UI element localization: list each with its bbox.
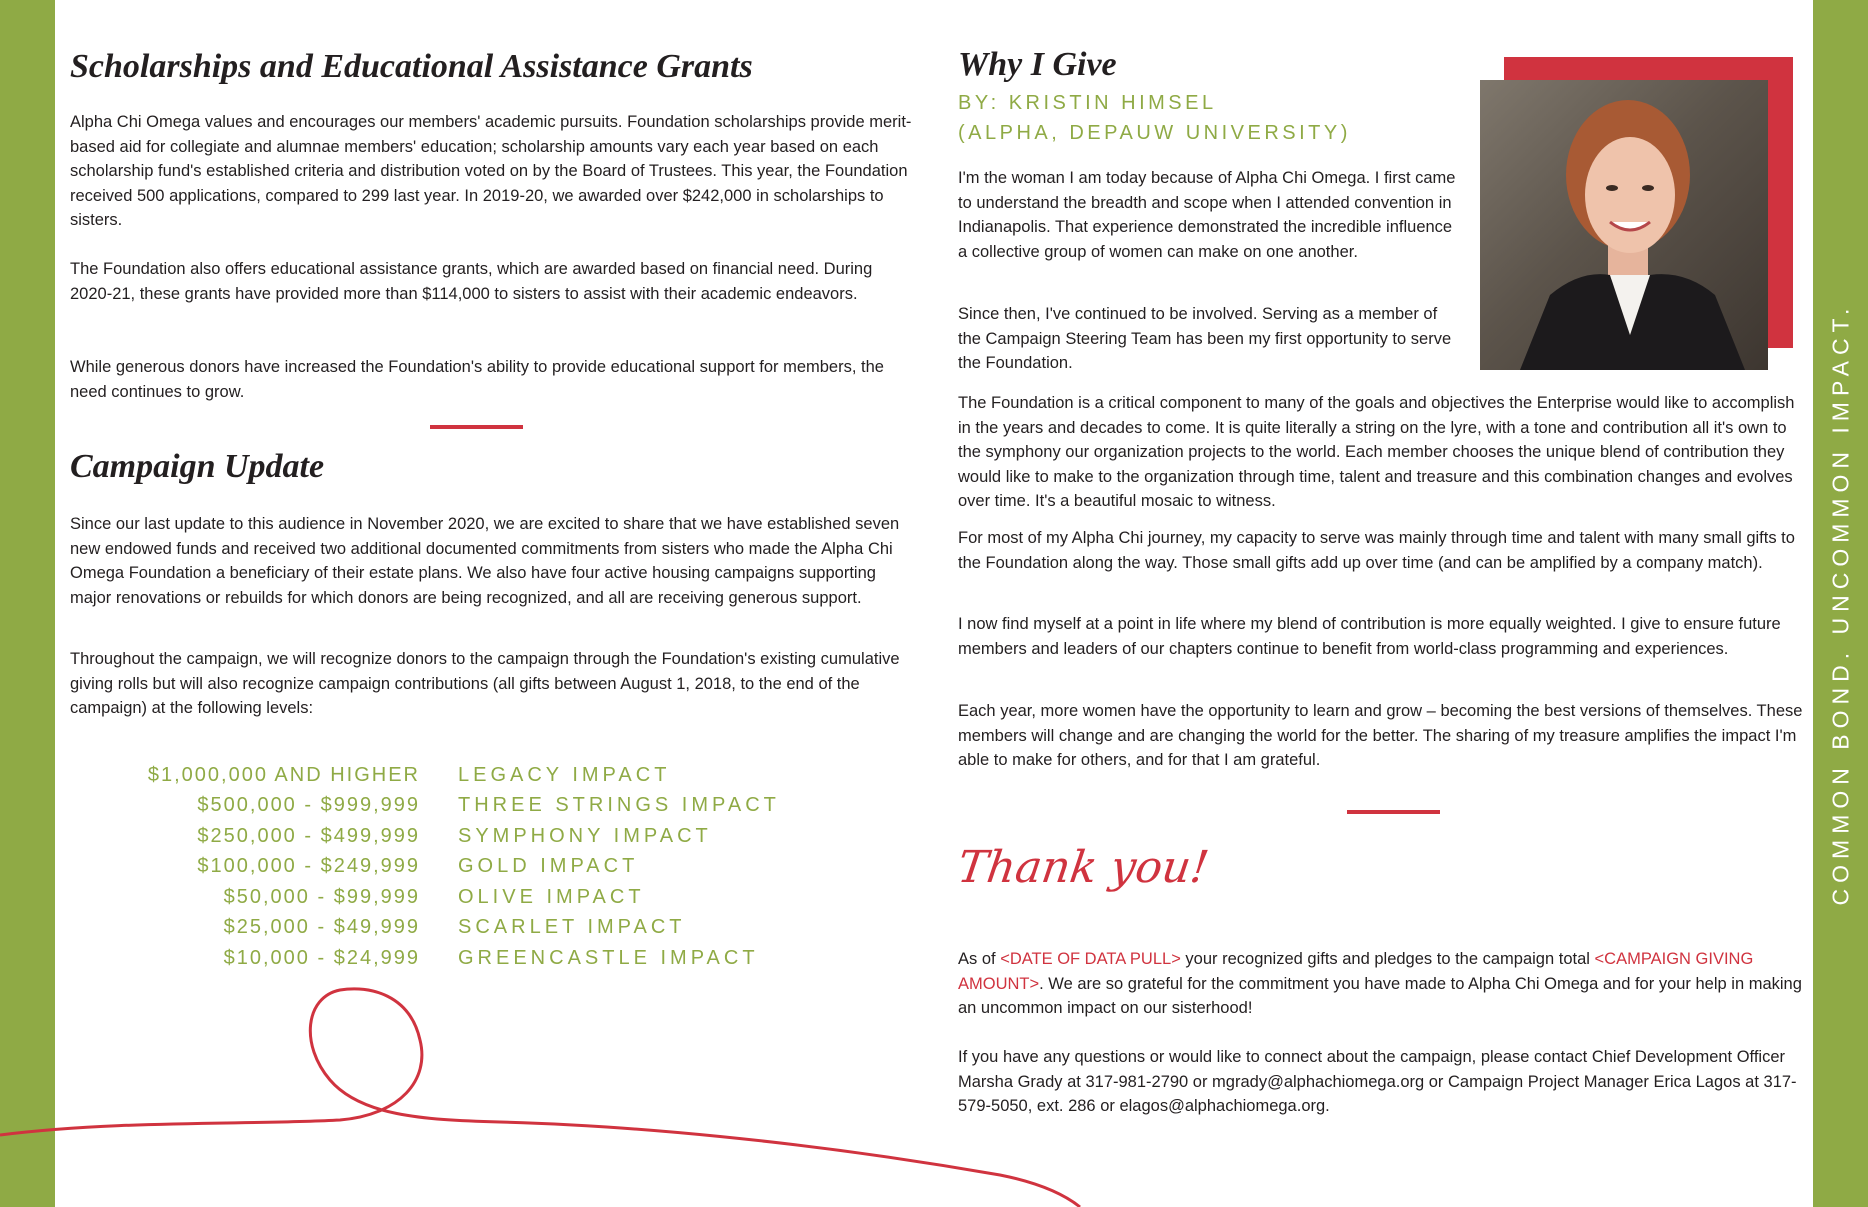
- giving-level-amount: $100,000 - $249,999: [197, 855, 420, 878]
- giving-level-row: [120, 882, 780, 913]
- giving-level-row: [120, 791, 780, 822]
- why-paragraph-4: For most of my Alpha Chi journey, my capacity to serve was mainly through time and talent with many small gifts to the Foundation along the way. Those small gifts add up over time (and can be amplified by a company match).: [958, 529, 1795, 572]
- closing-end: . We are so grateful for the commitment you have made to Alpha Chi Omega and for your help in making an uncommon impact on our sisterhood!: [958, 974, 1802, 1017]
- section-divider-right: [1347, 810, 1440, 814]
- giving-levels-list: [120, 760, 780, 974]
- giving-level-name: SCARLET IMPACT: [458, 916, 686, 939]
- giving-level-row: [120, 821, 780, 852]
- why-paragraph-3: The Foundation is a critical component to many of the goals and objectives the Enterprise would like to accomplish in the years and decades to come. It is quite literally a string on the lyre, with a tone and contribution all it's own to the symphony our organization projects to the world. Each member chooses the unique blend of contribution they would like to make to the organization through time, talent and treasure and this combination changes and evolves over time. It's a beautiful mosaic to witness.: [958, 394, 1795, 510]
- why-paragraph-1: I'm the woman I am today because of Alpha Chi Omega. I first came to understand the breadth and scope when I attended convention in Indianapolis. That experience demonstrated the incredible influence a collective group of women can make on one another.: [958, 169, 1456, 261]
- contact-paragraph: If you have any questions or would like to connect about the campaign, please contact Chief Development Officer Marsha Grady at 317-981-2790 or mgrady@alphachiomega.org or Campaign Project Manager Erica Lagos at 317-579-5050, ext. 286 or elagos@alphachiomega.org.: [958, 1048, 1797, 1115]
- why-paragraph-5: I now find myself at a point in life where my blend of contribution is more equally weighted. I give to ensure future members and leaders of our chapters continue to benefit from world-class programming and experiences.: [958, 615, 1781, 658]
- campaign-paragraph-1: Since our last update to this audience in November 2020, we are excited to share that we have established seven new endowed funds and received two additional documented commitments from sisters who made the Alpha Chi Omega Foundation a beneficiary of their estate plans. We also have four active housing campaigns supporting major renovations or rebuilds for which donors are being recognized, and all are receiving generous support.: [70, 515, 900, 607]
- author-photo: [1480, 80, 1768, 370]
- giving-level-amount: $50,000 - $99,999: [223, 885, 420, 908]
- giving-level-row: [120, 913, 780, 944]
- why-paragraph-2: Since then, I've continued to be involved. Serving as a member of the Campaign Steering Team has been my first opportunity to serve the Foundation.: [958, 305, 1452, 372]
- byline-chapter: (ALPHA, DEPAUW UNIVERSITY): [958, 122, 1351, 144]
- giving-level-amount: $250,000 - $499,999: [197, 824, 420, 847]
- campaign-paragraph-2: Throughout the campaign, we will recognize donors to the campaign through the Foundation's existing cumulative giving rolls but will also recognize campaign contributions (all gifts between August 1, 2018, to the end of the campaign) at the following levels:: [70, 650, 900, 717]
- giving-level-row: [120, 760, 780, 791]
- giving-level-name: THREE STRINGS IMPACT: [458, 794, 780, 817]
- scholarships-paragraph-3: While generous donors have increased the Foundation's ability to provide educational support for members, the need continues to grow.: [70, 358, 884, 401]
- closing-as-of: As of: [958, 950, 1001, 968]
- why-paragraph-6: Each year, more women have the opportunity to learn and grow – becoming the best versions of themselves. These members will change and are changing the world for the better. The sharing of my treasure amplifies the impact I'm able to make for others, and for that I am grateful.: [958, 702, 1803, 769]
- closing-paragraph: [958, 947, 1808, 1021]
- byline-author: BY: KRISTIN HIMSEL: [958, 92, 1217, 114]
- giving-level-row: [120, 943, 780, 974]
- amount-placeholder: <CAMPAIGN GIVING AMOUNT>: [958, 950, 1754, 993]
- scholarships-paragraph-2: The Foundation also offers educational assistance grants, which are awarded based on financial need. During 2020-21, these grants have provided more than $114,000 to sisters to assist with their academic endeavors.: [70, 260, 873, 303]
- why-i-give-heading: Why I Give: [958, 46, 1117, 83]
- giving-level-amount: $25,000 - $49,999: [223, 916, 420, 939]
- thank-you-script: Thank you!: [954, 842, 1212, 893]
- giving-level-amount: $1,000,000 AND HIGHER: [147, 763, 420, 786]
- scholarships-paragraph-1: Alpha Chi Omega values and encourages our members' academic pursuits. Foundation scholarships provide merit-based aid for collegiate and alumnae members' education; scholarship amounts vary each year based on each scholarship fund's established criteria and distribution voted on by the Board of Trustees. This year, the Foundation received 500 applications, compared to 299 last year. In 2019-20, we awarded over $242,000 in scholarships to sisters.: [70, 113, 912, 229]
- giving-level-name: OLIVE IMPACT: [458, 885, 645, 908]
- giving-level-name: LEGACY IMPACT: [458, 763, 671, 786]
- tagline: COMMON BOND. UNCOMMON IMPACT.: [1827, 302, 1853, 905]
- section-divider: [430, 425, 523, 429]
- closing-middle: your recognized gifts and pledges to the campaign total: [1180, 950, 1595, 968]
- giving-level-amount: $500,000 - $999,999: [197, 794, 420, 817]
- giving-level-name: GREENCASTLE IMPACT: [458, 946, 759, 969]
- giving-level-name: GOLD IMPACT: [458, 855, 639, 878]
- campaign-update-heading: Campaign Update: [70, 448, 325, 485]
- giving-level-amount: $10,000 - $24,999: [223, 946, 420, 969]
- date-placeholder: <DATE OF DATA PULL>: [1000, 950, 1181, 968]
- scholarships-heading: Scholarships and Educational Assistance Grants: [70, 48, 753, 85]
- giving-level-row: [120, 852, 780, 883]
- giving-level-name: SYMPHONY IMPACT: [458, 824, 712, 847]
